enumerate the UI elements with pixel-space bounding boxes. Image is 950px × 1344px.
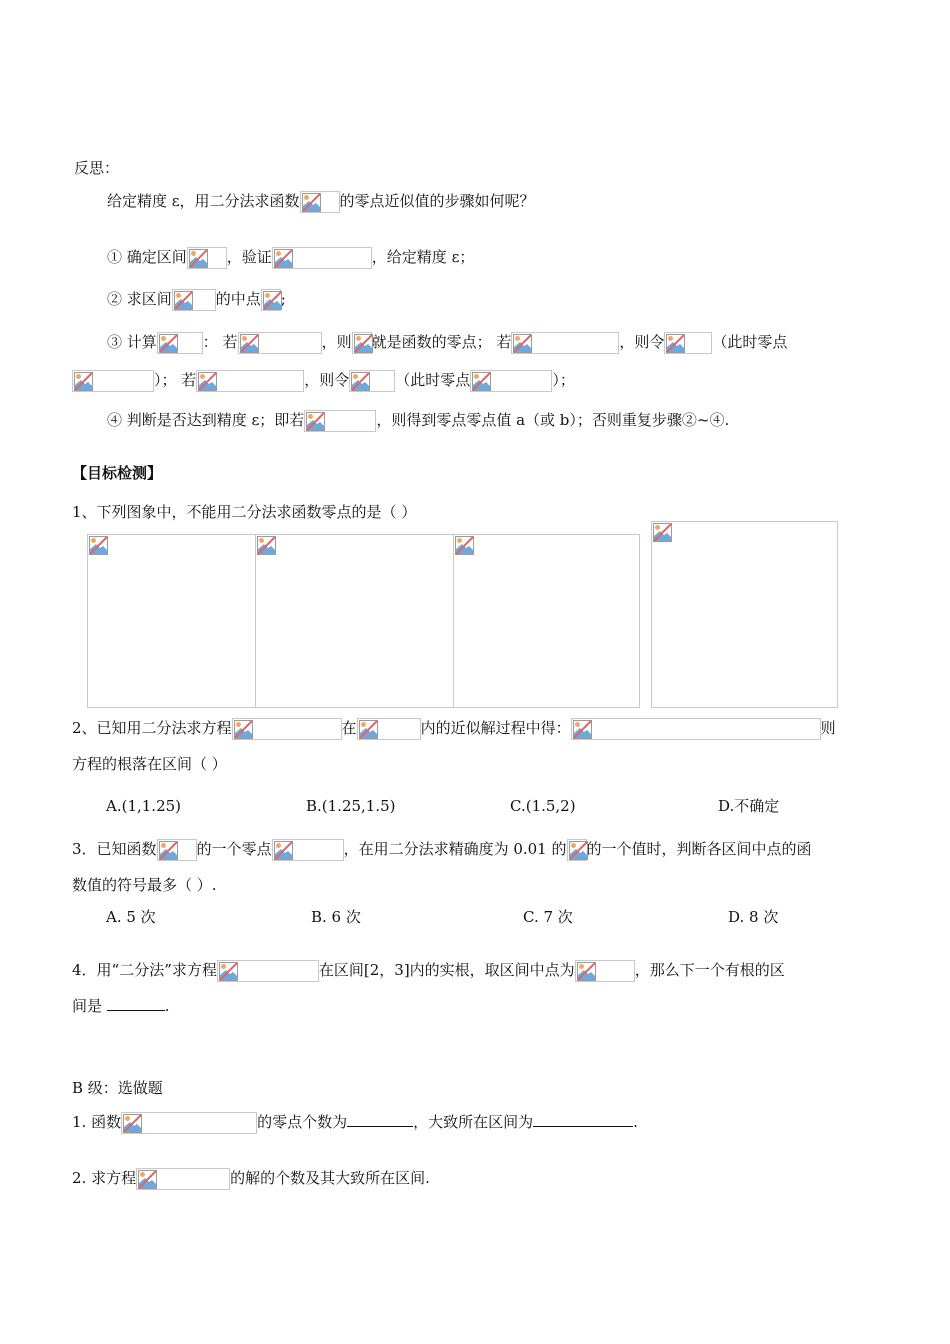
question-4: 4．用“二分法”求方程 在区间[2，3]内的实根，取区间中点为 ，那么下一个有根的区 bbox=[72, 958, 785, 982]
step-1: ① 确定区间 ，验证 ，给定精度 ε； bbox=[107, 245, 474, 269]
formula-image-icon bbox=[136, 1168, 230, 1190]
answer-blank[interactable] bbox=[533, 1112, 633, 1127]
step-3-line-2: ）； 若 ，则令 （此时零点 ）； bbox=[72, 368, 575, 392]
formula-image-icon bbox=[121, 1112, 257, 1134]
formula-image-icon bbox=[567, 839, 587, 861]
formula-image-icon bbox=[352, 332, 372, 354]
formula-image-icon bbox=[157, 839, 197, 861]
question-2: 2、已知用二分法求方程 在 内的近似解过程中得： 则 bbox=[72, 716, 836, 740]
step-4: ④ 判断是否达到精度 ε；即若 ，则得到零点零点值 a（或 b）；否则重复步骤②~④. bbox=[107, 408, 729, 432]
q2-option-d: D.不确定 bbox=[718, 797, 780, 815]
formula-image-icon bbox=[575, 960, 635, 982]
formula-image-icon bbox=[272, 839, 344, 861]
formula-image-icon bbox=[217, 960, 319, 982]
reflection-intro: 给定精度 ε，用二分法求函数 的零点近似值的步骤如何呢？ bbox=[107, 189, 535, 213]
answer-blank[interactable] bbox=[347, 1112, 413, 1127]
q2-option-b: B.(1.25,1.5) bbox=[306, 797, 396, 815]
graph-image-a bbox=[87, 534, 273, 708]
formula-image-icon bbox=[571, 718, 821, 740]
formula-image-icon bbox=[196, 370, 304, 392]
formula-image-icon bbox=[272, 247, 372, 269]
step-3-line-1: ③ 计算 ： 若 ，则 就是函数的零点； 若 ，则令 （此时零点 bbox=[107, 330, 787, 354]
answer-blank[interactable] bbox=[107, 996, 165, 1011]
q3-option-d: D. 8 次 bbox=[728, 908, 779, 926]
formula-image-icon bbox=[664, 332, 712, 354]
formula-image-icon bbox=[72, 370, 154, 392]
formula-image-icon bbox=[304, 410, 376, 432]
level-b-question-2: 2. 求方程 的解的个数及其大致所在区间. bbox=[72, 1166, 430, 1190]
formula-image-icon bbox=[172, 289, 216, 311]
graph-image-d bbox=[651, 521, 838, 708]
q2-option-a: A.(1,1.25) bbox=[106, 797, 182, 815]
step-2: ② 求区间 的中点 ; bbox=[107, 287, 286, 311]
formula-image-icon bbox=[511, 332, 619, 354]
formula-image-icon bbox=[232, 718, 342, 740]
question-2-line-2: 方程的根落在区间（ ） bbox=[72, 755, 227, 773]
question-3-line-2: 数值的符号最多（ ）. bbox=[72, 876, 217, 894]
formula-image-icon bbox=[187, 247, 227, 269]
formula-image-icon bbox=[357, 718, 421, 740]
reflection-title: 反思： bbox=[74, 159, 120, 177]
formula-image-icon bbox=[238, 332, 322, 354]
formula-image-icon bbox=[349, 370, 395, 392]
question-1: 1、下列图象中，不能用二分法求函数零点的是（ ） bbox=[72, 503, 417, 521]
question-4-line-2: 间是 . bbox=[72, 997, 170, 1015]
q3-option-b: B. 6 次 bbox=[311, 908, 361, 926]
q2-option-c: C.(1.5,2) bbox=[510, 797, 576, 815]
graph-image-c bbox=[453, 534, 640, 708]
q3-option-a: A. 5 次 bbox=[106, 908, 156, 926]
section-heading-target: 【目标检测】 bbox=[72, 464, 163, 482]
formula-image-icon bbox=[157, 332, 203, 354]
formula-image-icon bbox=[261, 289, 281, 311]
formula-image-icon bbox=[470, 370, 552, 392]
graph-image-b bbox=[255, 534, 465, 708]
q3-option-c: C. 7 次 bbox=[523, 908, 573, 926]
question-3: 3．已知函数 的一个零点 ，在用二分法求精确度为 0.01 的 的一个值时，判断各区间中点的函 bbox=[72, 837, 812, 861]
section-heading-level-b: B 级：选做题 bbox=[72, 1079, 163, 1097]
formula-image-icon bbox=[300, 191, 340, 213]
level-b-question-1: 1. 函数 的零点个数为 ，大致所在区间为 . bbox=[72, 1110, 638, 1134]
